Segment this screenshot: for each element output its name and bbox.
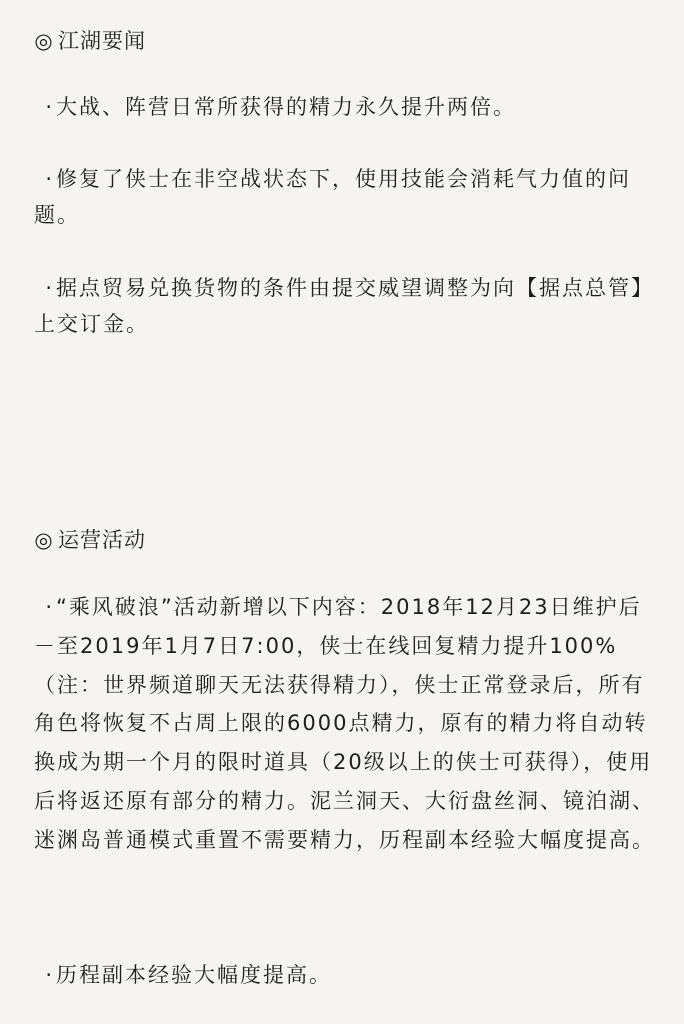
bullet-dot-icon: ·	[45, 276, 54, 300]
section-heading-events	[34, 525, 146, 555]
news-item	[34, 270, 659, 342]
news-item-text: 据点贸易兑换货物的条件由提交威望调整为向【据点总管】上交订金。	[34, 276, 654, 336]
news-item-text: 修复了侠士在非空战状态下，使用技能会消耗气力值的问题。	[34, 167, 631, 227]
news-item	[34, 161, 659, 233]
bullet-dot-icon: ·	[45, 167, 54, 191]
event-item	[34, 957, 659, 993]
circle-marker-icon: ◎	[34, 29, 54, 53]
bullet-dot-icon: ·	[45, 963, 54, 987]
section-heading-news	[34, 26, 146, 56]
event-item-text: “乘风破浪”活动新增以下内容：2018年12月23日维护后－至2019年1月7日7:00，侠士在线回复精力提升100%（注：世界频道聊天无法获得精力），侠士正常登录后，所有角色将恢复不占周上限的6000点精力，原有的精力将自动转换成为期一个月的限时道具（20级以上的侠士可获得），使用后将返还原有部分的精力。泥兰洞天、大衍盘丝洞、镜泊湖、迷渊岛普通模式重置不需要精力，历程副本经验大幅度提高。	[34, 595, 655, 852]
news-item	[34, 89, 659, 125]
bullet-dot-icon: ·	[45, 95, 54, 119]
section-title: 运营活动	[58, 528, 146, 552]
circle-marker-icon: ◎	[34, 528, 54, 552]
event-item-text: 历程副本经验大幅度提高。	[56, 963, 332, 987]
news-item-text: 大战、阵营日常所获得的精力永久提升两倍。	[56, 95, 516, 119]
bullet-dot-icon: ·	[45, 595, 54, 619]
section-title: 江湖要闻	[58, 29, 146, 53]
event-item	[34, 588, 659, 860]
